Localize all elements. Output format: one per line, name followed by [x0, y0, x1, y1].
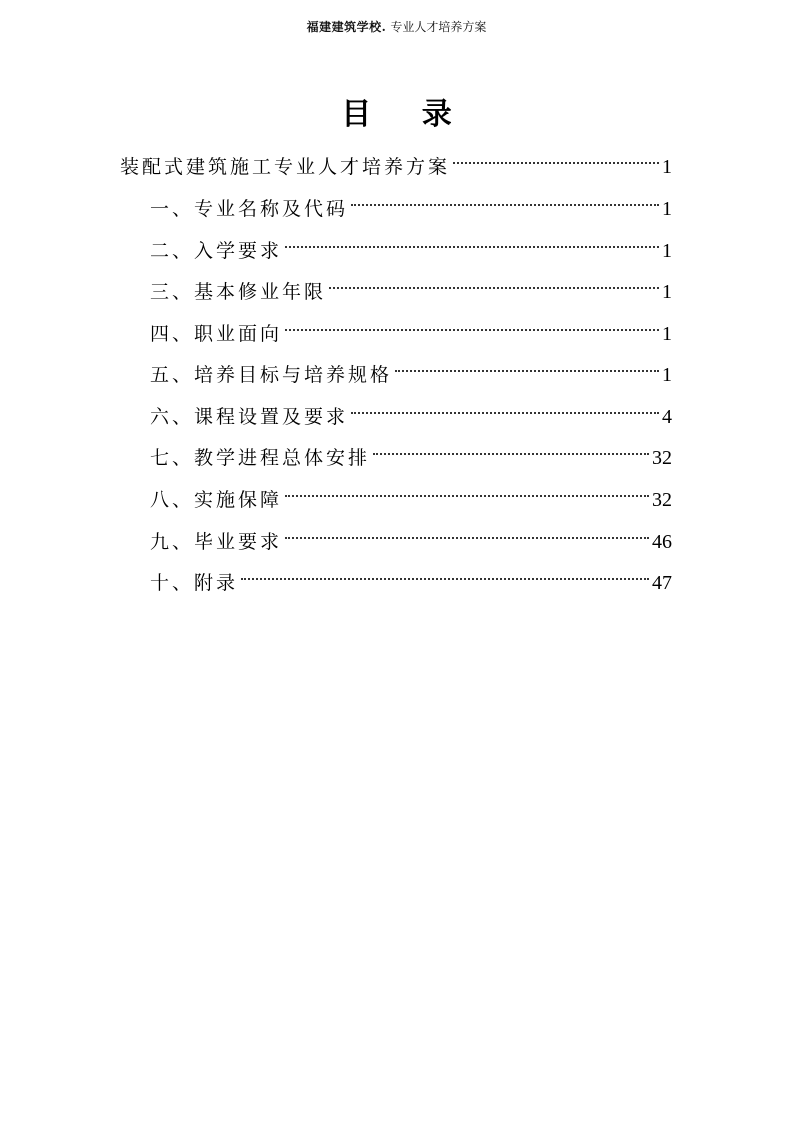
toc-dot-leader [241, 557, 649, 589]
toc-page-number: 1 [662, 364, 672, 386]
toc-entry-section-2[interactable] [150, 225, 672, 262]
toc-entry-label: 九、毕业要求 [150, 531, 283, 553]
toc-dot-leader [395, 349, 659, 381]
toc-page-number: 32 [652, 489, 672, 511]
toc-entry-section-8[interactable] [150, 474, 672, 511]
toc-dot-leader [285, 474, 649, 506]
toc-page-number: 1 [662, 323, 672, 345]
toc-page-number: 1 [662, 198, 672, 220]
toc-page-number: 4 [662, 406, 672, 428]
toc-entry-label: 八、实施保障 [150, 489, 283, 511]
toc-entry-section-3[interactable] [150, 266, 672, 303]
school-name: 福建建筑学校. [306, 20, 387, 34]
toc-entry-label: 一、专业名称及代码 [150, 198, 349, 220]
toc-entry-main-title[interactable] [120, 141, 672, 178]
toc-dot-leader [351, 183, 659, 215]
running-header [0, 19, 793, 35]
toc-dot-leader [285, 308, 659, 340]
toc-entry-label: 二、入学要求 [150, 240, 283, 262]
toc-dot-leader [285, 225, 659, 257]
toc-page-number: 32 [652, 447, 672, 469]
toc-entry-label: 四、职业面向 [150, 323, 283, 345]
toc-entry-section-10[interactable] [150, 557, 672, 594]
toc-dot-leader [329, 266, 659, 298]
toc-title: 目 录 [341, 97, 472, 132]
document-name: 专业人才培养方案 [390, 20, 487, 34]
toc-entry-section-4[interactable] [150, 308, 672, 345]
toc-dot-leader [351, 391, 659, 423]
toc-entry-label: 七、教学进程总体安排 [150, 447, 371, 469]
toc-entry-label: 六、课程设置及要求 [150, 406, 349, 428]
toc-dot-leader [373, 432, 649, 464]
toc-dot-leader [453, 141, 659, 173]
toc-entry-section-6[interactable] [150, 391, 672, 428]
toc-entry-section-1[interactable] [150, 183, 672, 220]
toc-page-number: 47 [652, 572, 672, 594]
toc-entry-label: 五、培养目标与培养规格 [150, 364, 393, 386]
toc-page-number: 1 [662, 156, 672, 178]
toc-entry-section-5[interactable] [150, 349, 672, 386]
toc-page-number: 1 [662, 240, 672, 262]
toc-entry-label: 十、附录 [150, 572, 239, 594]
toc-page-number: 1 [662, 281, 672, 303]
toc-entry-label: 装配式建筑施工专业人才培养方案 [120, 156, 451, 178]
toc-entry-label: 三、基本修业年限 [150, 281, 327, 303]
toc-entry-section-9[interactable] [150, 516, 672, 553]
toc-dot-leader [285, 516, 649, 548]
toc-page-number: 46 [652, 531, 672, 553]
toc-entry-section-7[interactable] [150, 432, 672, 469]
